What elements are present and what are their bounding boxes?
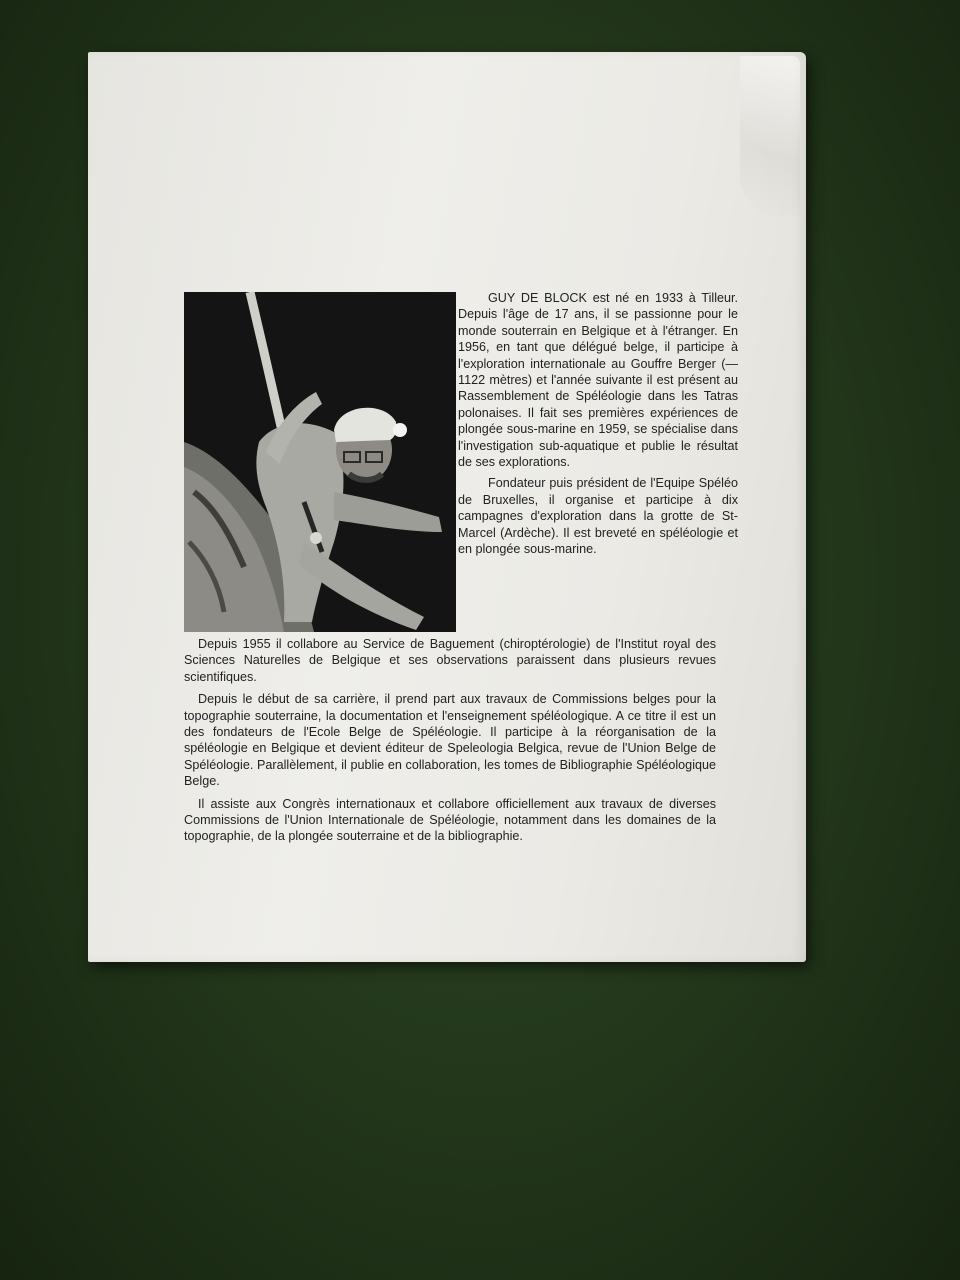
caver-photo-illustration	[184, 292, 456, 632]
bio-continued	[184, 636, 716, 851]
bio-paragraph-3: Depuis 1955 il collabore au Service de Baguement (chiroptérologie) de l'Institut royal des Sciences Naturelles de Belgique et ses observations paraissent dans plusieurs revues scientifiques.	[184, 637, 716, 684]
author-photo	[184, 292, 456, 632]
book-back-cover	[88, 52, 806, 962]
bio-intro-column	[458, 290, 738, 563]
bio-paragraph-4: Depuis le début de sa carrière, il prend part aux travaux de Commissions belges pour la topographie souterraine, la documentation et l'enseignement spéléologique. A ce titre il est un des fondateurs de l'Ecole Belge de Spéléologie. Il participe à la réorganisation de la spéléologie en Belgique et devient éditeur de Speleologia Belgica, revue de l'Union Belge de Spéléologie. Parallèlement, il publie en collaboration, les tomes de Bibliographie Spéléologique Belge.	[184, 692, 716, 789]
cover-crease	[740, 56, 800, 216]
bio-paragraph-5: Il assiste aux Congrès internationaux et collabore officiellement aux travaux de diverses Commissions de l'Union Internationale de Spéléologie, notamment dans les domaines de la topographie, de la plongée souterraine et de la bibliographie.	[184, 796, 716, 844]
bio-paragraph-1: GUY DE BLOCK est né en 1933 à Tilleur. Depuis l'âge de 17 ans, il se passionne pour le monde souterrain en Belgique et à l'étranger. En 1956, en tant que délégué belge, il participe à l'exploration internationale au Gouffre Berger (— 1122 mètres) et l'année suivante il est présent au Rassemblement de Spéléologie dans les Tatras polonaises. Il fait ses premières expériences de plongée sous-marine en 1959, se spécialise dans l'investigation sub-aquatique et publie le résultat de ses explorations.	[458, 291, 738, 470]
bio-paragraph-2: Fondateur puis président de l'Equipe Spéléo de Bruxelles, il organise et participe à dix campagnes d'exploration dans la grotte de St-Marcel (Ardèche). Il est breveté en spéléologie et en plongée sous-marine.	[458, 476, 738, 557]
